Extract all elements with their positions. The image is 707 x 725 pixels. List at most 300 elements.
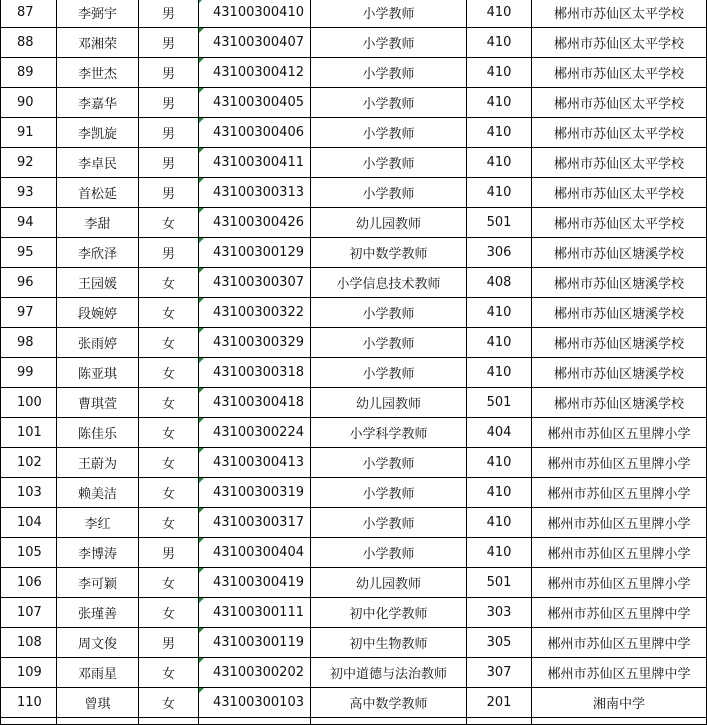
cell-text: 初中数学教师 bbox=[349, 247, 428, 262]
cell-flag-marker bbox=[199, 328, 204, 333]
exam-number-cell bbox=[199, 388, 311, 418]
position-code-cell bbox=[467, 478, 532, 508]
cell-text: 43100300329 bbox=[213, 335, 304, 350]
cell-flag-marker bbox=[199, 28, 204, 33]
empty-cell bbox=[139, 718, 199, 725]
name-cell bbox=[57, 388, 139, 418]
cell-flag-marker bbox=[199, 628, 204, 633]
cell-text: 男 bbox=[161, 157, 175, 172]
position-code-cell bbox=[467, 418, 532, 448]
cell-flag-marker bbox=[199, 418, 204, 423]
cell-flag-marker bbox=[199, 238, 204, 243]
cell-text: 小学教师 bbox=[362, 367, 415, 382]
row-number-cell bbox=[1, 208, 57, 238]
name-cell bbox=[57, 688, 139, 718]
cell-text: 小学教师 bbox=[362, 457, 415, 472]
cell-text: 周文俊 bbox=[77, 637, 117, 652]
cell-text: 初中道德与法治教师 bbox=[329, 667, 447, 682]
cell-text: 郴州市苏仙区五里牌小学 bbox=[547, 427, 691, 442]
cell-text: 男 bbox=[161, 37, 175, 52]
gender-cell bbox=[139, 688, 199, 718]
cell-text: 段婉婷 bbox=[77, 307, 117, 322]
cell-text: 小学教师 bbox=[362, 7, 415, 22]
school-cell bbox=[532, 448, 707, 478]
table-row bbox=[1, 418, 707, 448]
row-number-cell bbox=[1, 28, 57, 58]
exam-number-cell bbox=[199, 418, 311, 448]
cell-text: 43100300411 bbox=[213, 155, 304, 170]
gender-cell bbox=[139, 148, 199, 178]
cell-text: 小学教师 bbox=[362, 487, 415, 502]
cell-text: 小学教师 bbox=[362, 337, 415, 352]
row-number-cell bbox=[1, 478, 57, 508]
exam-number-cell bbox=[199, 0, 311, 28]
cell-text: 410 bbox=[486, 185, 512, 200]
position-cell bbox=[311, 0, 467, 28]
cell-text: 90 bbox=[17, 95, 34, 110]
name-cell bbox=[57, 238, 139, 268]
cell-text: 43100300404 bbox=[213, 545, 304, 560]
cell-text: 小学教师 bbox=[362, 547, 415, 562]
cell-text: 李卓民 bbox=[77, 157, 117, 172]
cell-text: 43100300319 bbox=[213, 485, 304, 500]
row-number-cell bbox=[1, 178, 57, 208]
exam-number-cell bbox=[199, 88, 311, 118]
gender-cell bbox=[139, 388, 199, 418]
cell-text: 410 bbox=[486, 5, 512, 20]
cell-text: 高中数学教师 bbox=[349, 697, 428, 712]
cell-text: 曾琪 bbox=[84, 697, 111, 712]
cell-text: 女 bbox=[161, 427, 175, 442]
cell-text: 幼儿园教师 bbox=[355, 217, 421, 232]
cell-text: 张雨婷 bbox=[77, 337, 117, 352]
cell-flag-marker bbox=[199, 688, 204, 693]
cell-text: 李嘉华 bbox=[77, 97, 117, 112]
exam-number-cell bbox=[199, 58, 311, 88]
exam-number-cell bbox=[199, 448, 311, 478]
name-cell bbox=[57, 658, 139, 688]
cell-text: 女 bbox=[161, 307, 175, 322]
cell-text: 男 bbox=[161, 247, 175, 262]
empty-cell bbox=[311, 718, 467, 725]
cell-text: 109 bbox=[17, 665, 42, 680]
school-cell bbox=[532, 508, 707, 538]
table-row bbox=[1, 478, 707, 508]
cell-text: 107 bbox=[17, 605, 42, 620]
cell-text: 女 bbox=[161, 457, 175, 472]
cell-text: 95 bbox=[17, 245, 34, 260]
cell-text: 初中生物教师 bbox=[349, 637, 428, 652]
position-code-cell bbox=[467, 358, 532, 388]
cell-text: 郴州市苏仙区太平学校 bbox=[553, 7, 684, 22]
cell-text: 郴州市苏仙区五里牌小学 bbox=[547, 547, 691, 562]
cell-text: 李欣泽 bbox=[77, 247, 117, 262]
name-cell bbox=[57, 0, 139, 28]
cell-text: 104 bbox=[17, 515, 42, 530]
position-cell bbox=[311, 598, 467, 628]
school-cell bbox=[532, 568, 707, 598]
row-number-cell bbox=[1, 328, 57, 358]
cell-flag-marker bbox=[199, 478, 204, 483]
cell-text: 曹琪萱 bbox=[77, 397, 117, 412]
position-code-cell bbox=[467, 238, 532, 268]
cell-text: 43100300405 bbox=[213, 95, 304, 110]
gender-cell bbox=[139, 28, 199, 58]
row-number-cell bbox=[1, 148, 57, 178]
table-row bbox=[1, 688, 707, 718]
cell-text: 郴州市苏仙区五里牌小学 bbox=[547, 487, 691, 502]
gender-cell bbox=[139, 58, 199, 88]
gender-cell bbox=[139, 268, 199, 298]
cell-flag-marker bbox=[199, 268, 204, 273]
row-number-cell bbox=[1, 688, 57, 718]
cell-text: 101 bbox=[17, 425, 42, 440]
cell-flag-marker bbox=[199, 358, 204, 363]
name-cell bbox=[57, 88, 139, 118]
name-cell bbox=[57, 328, 139, 358]
cell-text: 43100300119 bbox=[213, 635, 304, 650]
cell-text: 43100300129 bbox=[213, 245, 304, 260]
cell-text: 男 bbox=[161, 127, 175, 142]
position-cell bbox=[311, 178, 467, 208]
cell-text: 92 bbox=[17, 155, 34, 170]
cell-text: 201 bbox=[486, 695, 512, 710]
cell-text: 小学教师 bbox=[362, 97, 415, 112]
table-row bbox=[1, 28, 707, 58]
cell-text: 108 bbox=[17, 635, 42, 650]
gender-cell bbox=[139, 658, 199, 688]
table-row bbox=[1, 208, 707, 238]
row-number-cell bbox=[1, 538, 57, 568]
table-row bbox=[1, 448, 707, 478]
cell-text: 女 bbox=[161, 217, 175, 232]
cell-text: 小学教师 bbox=[362, 127, 415, 142]
row-number-cell bbox=[1, 448, 57, 478]
cell-text: 女 bbox=[161, 367, 175, 382]
cell-text: 小学教师 bbox=[362, 67, 415, 82]
cell-text: 男 bbox=[161, 67, 175, 82]
gender-cell bbox=[139, 238, 199, 268]
cell-text: 410 bbox=[486, 365, 512, 380]
cell-text: 郴州市苏仙区塘溪学校 bbox=[553, 307, 684, 322]
cell-text: 王蔚为 bbox=[77, 457, 117, 472]
name-cell bbox=[57, 298, 139, 328]
cell-text: 110 bbox=[17, 695, 42, 710]
cell-text: 96 bbox=[17, 275, 34, 290]
cell-text: 408 bbox=[486, 275, 512, 290]
cell-text: 94 bbox=[17, 215, 34, 230]
gender-cell bbox=[139, 118, 199, 148]
position-cell bbox=[311, 298, 467, 328]
position-cell bbox=[311, 58, 467, 88]
gender-cell bbox=[139, 568, 199, 598]
cell-text: 郴州市苏仙区五里牌小学 bbox=[547, 457, 691, 472]
row-number-cell bbox=[1, 298, 57, 328]
exam-number-cell bbox=[199, 688, 311, 718]
cell-text: 小学信息技术教师 bbox=[336, 277, 441, 292]
cell-text: 103 bbox=[17, 485, 42, 500]
gender-cell bbox=[139, 358, 199, 388]
school-cell bbox=[532, 118, 707, 148]
cell-flag-marker bbox=[199, 118, 204, 123]
school-cell bbox=[532, 538, 707, 568]
position-cell bbox=[311, 328, 467, 358]
exam-number-cell bbox=[199, 628, 311, 658]
gender-cell bbox=[139, 538, 199, 568]
cell-text: 501 bbox=[486, 575, 512, 590]
cell-text: 郴州市苏仙区太平学校 bbox=[553, 187, 684, 202]
exam-number-cell bbox=[199, 238, 311, 268]
cell-flag-marker bbox=[199, 298, 204, 303]
cell-text: 李弼宇 bbox=[77, 7, 117, 22]
position-cell bbox=[311, 208, 467, 238]
cell-flag-marker bbox=[199, 148, 204, 153]
table-row bbox=[1, 118, 707, 148]
name-cell bbox=[57, 208, 139, 238]
empty-cell bbox=[467, 718, 532, 725]
cell-flag-marker bbox=[199, 88, 204, 93]
cell-text: 邓雨星 bbox=[77, 667, 117, 682]
row-number-cell bbox=[1, 508, 57, 538]
cell-text: 303 bbox=[486, 605, 512, 620]
row-number-cell bbox=[1, 0, 57, 28]
cell-text: 首松延 bbox=[77, 187, 117, 202]
cell-text: 初中化学教师 bbox=[349, 607, 428, 622]
cell-text: 男 bbox=[161, 637, 175, 652]
name-cell bbox=[57, 508, 139, 538]
table-row bbox=[1, 568, 707, 598]
school-cell bbox=[532, 238, 707, 268]
name-cell bbox=[57, 118, 139, 148]
cell-flag-marker bbox=[199, 508, 204, 513]
position-code-cell bbox=[467, 208, 532, 238]
table-row bbox=[1, 328, 707, 358]
gender-cell bbox=[139, 208, 199, 238]
cell-text: 93 bbox=[17, 185, 34, 200]
position-cell bbox=[311, 538, 467, 568]
cell-text: 43100300413 bbox=[213, 455, 304, 470]
position-code-cell bbox=[467, 448, 532, 478]
row-number-cell bbox=[1, 58, 57, 88]
position-code-cell bbox=[467, 688, 532, 718]
exam-number-cell bbox=[199, 268, 311, 298]
school-cell bbox=[532, 58, 707, 88]
table-row bbox=[1, 508, 707, 538]
cell-text: 女 bbox=[161, 517, 175, 532]
cell-text: 李凯旋 bbox=[77, 127, 117, 142]
position-cell bbox=[311, 508, 467, 538]
position-cell bbox=[311, 478, 467, 508]
row-number-cell bbox=[1, 628, 57, 658]
cell-text: 郴州市苏仙区塘溪学校 bbox=[553, 397, 684, 412]
cell-text: 410 bbox=[486, 155, 512, 170]
cell-flag-marker bbox=[199, 598, 204, 603]
cell-text: 小学教师 bbox=[362, 517, 415, 532]
cell-flag-marker bbox=[199, 448, 204, 453]
cell-flag-marker bbox=[199, 178, 204, 183]
position-code-cell bbox=[467, 328, 532, 358]
position-code-cell bbox=[467, 118, 532, 148]
position-code-cell bbox=[467, 0, 532, 28]
table-row bbox=[1, 358, 707, 388]
cell-text: 邓湘荣 bbox=[77, 37, 117, 52]
table-row bbox=[1, 628, 707, 658]
cell-text: 女 bbox=[161, 577, 175, 592]
name-cell bbox=[57, 628, 139, 658]
name-cell bbox=[57, 358, 139, 388]
cell-flag-marker bbox=[199, 538, 204, 543]
gender-cell bbox=[139, 0, 199, 28]
position-code-cell bbox=[467, 28, 532, 58]
cell-text: 501 bbox=[486, 215, 512, 230]
empty-cell bbox=[199, 718, 311, 725]
school-cell bbox=[532, 208, 707, 238]
position-cell bbox=[311, 628, 467, 658]
name-cell bbox=[57, 568, 139, 598]
cell-text: 410 bbox=[486, 455, 512, 470]
cell-text: 男 bbox=[161, 7, 175, 22]
cell-text: 幼儿园教师 bbox=[355, 577, 421, 592]
row-number-cell bbox=[1, 358, 57, 388]
school-cell bbox=[532, 478, 707, 508]
cell-text: 李可颖 bbox=[77, 577, 117, 592]
cell-text: 410 bbox=[486, 335, 512, 350]
cell-text: 郴州市苏仙区太平学校 bbox=[553, 127, 684, 142]
cell-text: 湘南中学 bbox=[592, 697, 645, 712]
gender-cell bbox=[139, 88, 199, 118]
position-code-cell bbox=[467, 148, 532, 178]
position-cell bbox=[311, 448, 467, 478]
table-row bbox=[1, 268, 707, 298]
gender-cell bbox=[139, 178, 199, 208]
position-code-cell bbox=[467, 388, 532, 418]
position-cell bbox=[311, 238, 467, 268]
cell-text: 郴州市苏仙区太平学校 bbox=[553, 37, 684, 52]
cell-text: 郴州市苏仙区太平学校 bbox=[553, 217, 684, 232]
cell-text: 99 bbox=[17, 365, 34, 380]
cell-text: 女 bbox=[161, 667, 175, 682]
cell-text: 43100300103 bbox=[213, 695, 304, 710]
cell-flag-marker bbox=[199, 208, 204, 213]
cell-text: 王园媛 bbox=[77, 277, 117, 292]
cell-text: 小学科学教师 bbox=[349, 427, 428, 442]
school-cell bbox=[532, 298, 707, 328]
cell-text: 410 bbox=[486, 95, 512, 110]
name-cell bbox=[57, 418, 139, 448]
cell-text: 郴州市苏仙区五里牌小学 bbox=[547, 517, 691, 532]
cell-text: 郴州市苏仙区太平学校 bbox=[553, 97, 684, 112]
name-cell bbox=[57, 448, 139, 478]
cell-text: 女 bbox=[161, 397, 175, 412]
row-number-cell bbox=[1, 88, 57, 118]
school-cell bbox=[532, 178, 707, 208]
row-number-cell bbox=[1, 418, 57, 448]
row-number-cell bbox=[1, 568, 57, 598]
cell-text: 410 bbox=[486, 485, 512, 500]
position-cell bbox=[311, 268, 467, 298]
cell-text: 87 bbox=[17, 5, 34, 20]
position-code-cell bbox=[467, 298, 532, 328]
position-code-cell bbox=[467, 658, 532, 688]
position-code-cell bbox=[467, 268, 532, 298]
name-cell bbox=[57, 148, 139, 178]
cell-text: 郴州市苏仙区五里牌中学 bbox=[547, 637, 691, 652]
cell-text: 404 bbox=[486, 425, 512, 440]
cell-text: 男 bbox=[161, 547, 175, 562]
table-row bbox=[1, 298, 707, 328]
cell-text: 李世杰 bbox=[77, 67, 117, 82]
exam-number-cell bbox=[199, 478, 311, 508]
empty-cell bbox=[57, 718, 139, 725]
cell-text: 男 bbox=[161, 187, 175, 202]
exam-number-cell bbox=[199, 178, 311, 208]
school-cell bbox=[532, 628, 707, 658]
name-cell bbox=[57, 538, 139, 568]
position-code-cell bbox=[467, 628, 532, 658]
cell-text: 张瑾善 bbox=[77, 607, 117, 622]
row-number-cell bbox=[1, 658, 57, 688]
cell-flag-marker bbox=[199, 568, 204, 573]
name-cell bbox=[57, 178, 139, 208]
cell-text: 306 bbox=[486, 245, 512, 260]
position-cell bbox=[311, 148, 467, 178]
position-code-cell bbox=[467, 58, 532, 88]
cell-text: 98 bbox=[17, 335, 34, 350]
cell-text: 97 bbox=[17, 305, 34, 320]
cell-text: 88 bbox=[17, 35, 34, 50]
exam-number-cell bbox=[199, 298, 311, 328]
cell-text: 410 bbox=[486, 515, 512, 530]
cell-text: 410 bbox=[486, 125, 512, 140]
exam-number-cell bbox=[199, 328, 311, 358]
table-row bbox=[1, 58, 707, 88]
cell-text: 小学教师 bbox=[362, 307, 415, 322]
cell-text: 305 bbox=[486, 635, 512, 650]
name-cell bbox=[57, 478, 139, 508]
cell-text: 43100300407 bbox=[213, 35, 304, 50]
cell-text: 小学教师 bbox=[362, 187, 415, 202]
cell-text: 郴州市苏仙区太平学校 bbox=[553, 157, 684, 172]
position-cell bbox=[311, 418, 467, 448]
gender-cell bbox=[139, 418, 199, 448]
school-cell bbox=[532, 28, 707, 58]
cell-text: 女 bbox=[161, 337, 175, 352]
cell-text: 郴州市苏仙区太平学校 bbox=[553, 67, 684, 82]
row-number-cell bbox=[1, 268, 57, 298]
position-cell bbox=[311, 358, 467, 388]
cell-text: 女 bbox=[161, 697, 175, 712]
cell-text: 女 bbox=[161, 277, 175, 292]
cell-text: 43100300412 bbox=[213, 65, 304, 80]
cell-text: 李博涛 bbox=[77, 547, 117, 562]
school-cell bbox=[532, 328, 707, 358]
cell-text: 43100300406 bbox=[213, 125, 304, 140]
gender-cell bbox=[139, 478, 199, 508]
cell-text: 100 bbox=[17, 395, 42, 410]
position-cell bbox=[311, 88, 467, 118]
table-row bbox=[1, 658, 707, 688]
position-code-cell bbox=[467, 508, 532, 538]
table-row-partial bbox=[1, 718, 707, 725]
table-row bbox=[1, 0, 707, 28]
exam-number-cell bbox=[199, 148, 311, 178]
gender-cell bbox=[139, 598, 199, 628]
position-cell bbox=[311, 568, 467, 598]
cell-text: 43100300410 bbox=[213, 5, 304, 20]
cell-text: 105 bbox=[17, 545, 42, 560]
position-code-cell bbox=[467, 88, 532, 118]
cell-text: 106 bbox=[17, 575, 42, 590]
